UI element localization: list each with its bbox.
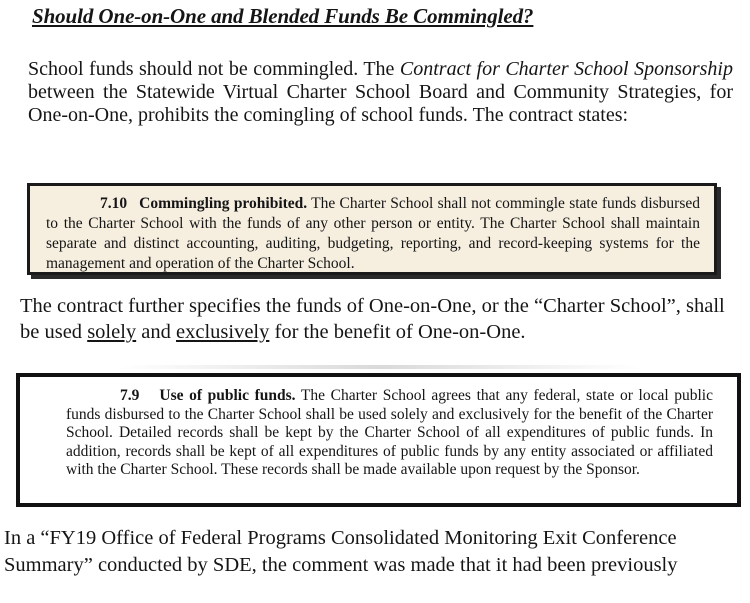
further-text-start: The contract further specifies the funds of One-on-One, or the “Charter School”, shall be used <box>20 295 725 343</box>
clause-title: Use of public funds. <box>159 387 296 404</box>
intro-text-end: between the Statewide Virtual Charter School Board and Community Strategies, for One-on-One, prohibits the comingling of school funds. The contract states: <box>28 81 733 126</box>
further-text-end: for the benefit of One-on-One. <box>269 321 526 343</box>
contract-excerpt-public-funds <box>16 373 741 507</box>
contract-excerpt-commingling <box>27 183 717 275</box>
underlined-exclusively: exclusively <box>176 321 270 343</box>
clause-title: Commingling prohibited. <box>139 195 308 212</box>
clause-number: 7.10 <box>100 195 128 212</box>
intro-text-start: School funds should not be commingled. The <box>28 58 400 80</box>
clause-body: The Charter School agrees that any federal, state or local public funds disbursed to the Charter School shall be used solely and exclusively for the benefit of the Charter School. Detailed records shall be kept by the Charter School of all expenditures of public funds. In addition, records shall be kept of all expenditures of public funds by any entity associated or affiliated with the Charter School. These records shall be made available upon request by the Sponsor. <box>66 387 713 478</box>
contract-title: Contract for Charter School Sponsorship <box>399 58 733 80</box>
clause-number: 7.9 <box>120 387 140 404</box>
clause-body: The Charter School shall not commingle state funds disbursed to the Charter School with the funds of any other person or entity. The Charter School shall maintain separate and distinct accounting, auditing, budgeting, reporting, and record-keeping systems for the management and operation of the Charter School. <box>46 195 700 272</box>
underlined-solely: solely <box>87 321 137 343</box>
scan-smudge <box>120 365 640 369</box>
bottom-fade <box>0 585 750 603</box>
closing-paragraph: In a “FY19 Office of Federal Programs Consolidated Monitoring Exit Conference Summary” conducted by SDE, the comment was made that it had been previously <box>4 527 678 576</box>
further-text-and: and <box>136 321 177 343</box>
section-heading: Should One-on-One and Blended Funds Be Commingled? <box>32 4 534 28</box>
intro-paragraph <box>28 58 733 127</box>
further-paragraph <box>20 293 740 345</box>
